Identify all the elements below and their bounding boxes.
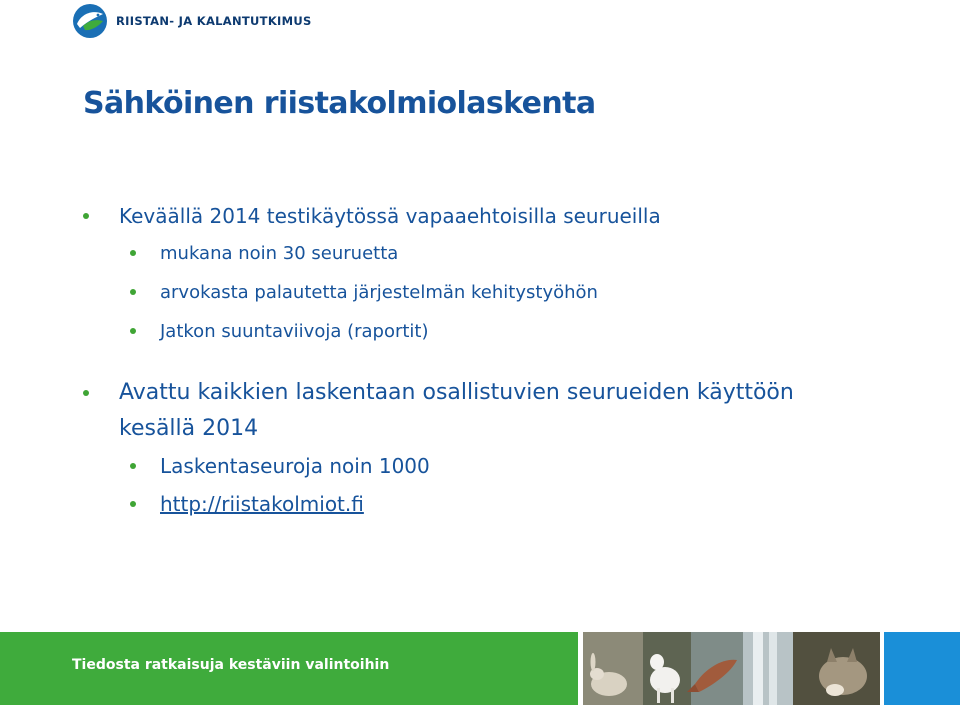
sub-bullet-text: Laskentaseuroja noin 1000	[160, 454, 430, 478]
bullet-dot	[130, 250, 136, 256]
logo-text: RIISTAN- JA KALANTUTKIMUS	[116, 14, 312, 28]
sub-bullet-item	[82, 312, 882, 351]
wildlife-photo-strip	[583, 632, 880, 705]
footer-slogan: Tiedosta ratkaisuja kestäviin valintoihin	[72, 657, 390, 673]
footer-blue-band	[884, 632, 960, 705]
bullet-text-line-2: kesällä 2014	[119, 416, 259, 441]
bullet-dot	[83, 213, 89, 219]
sub-bullet-item	[82, 273, 882, 312]
footer-banner	[0, 632, 960, 705]
bullet-item	[82, 375, 882, 447]
bullet-text: Keväällä 2014 testikäytössä vapaaehtoisilla seurueilla	[119, 204, 661, 228]
bullet-text-line-1: Avattu kaikkien laskentaan osallistuvien seurueiden käyttöön	[119, 380, 794, 405]
wolf-icon	[793, 632, 880, 705]
bullet-dot	[130, 463, 136, 469]
sub-bullet-text: arvokasta palautetta järjestelmän kehitystyöhön	[160, 282, 598, 303]
sub-bullet-text: Jatkon suuntaviivoja (raportit)	[160, 321, 429, 342]
salmon-icon	[687, 632, 743, 705]
sub-bullet-item	[82, 234, 882, 273]
goat-icon	[643, 632, 691, 705]
sub-bullet-text: mukana noin 30 seuruetta	[160, 243, 399, 264]
waterfall-icon	[743, 632, 793, 705]
sub-bullet-item	[82, 447, 882, 485]
slide-title: Sähköinen riistakolmiolaskenta	[83, 86, 596, 121]
riistakolmiot-link[interactable]: http://riistakolmiot.fi	[160, 492, 364, 516]
hare-icon	[583, 632, 643, 705]
bullet-dot	[130, 501, 136, 507]
bullet-list	[82, 198, 882, 523]
bullet-dot	[130, 289, 136, 295]
logo	[72, 3, 312, 39]
bullet-item	[82, 198, 882, 234]
sub-bullet-item	[82, 485, 882, 523]
bullet-dot	[83, 390, 89, 396]
fish-leaf-logo-icon	[72, 3, 108, 39]
bullet-dot	[130, 328, 136, 334]
